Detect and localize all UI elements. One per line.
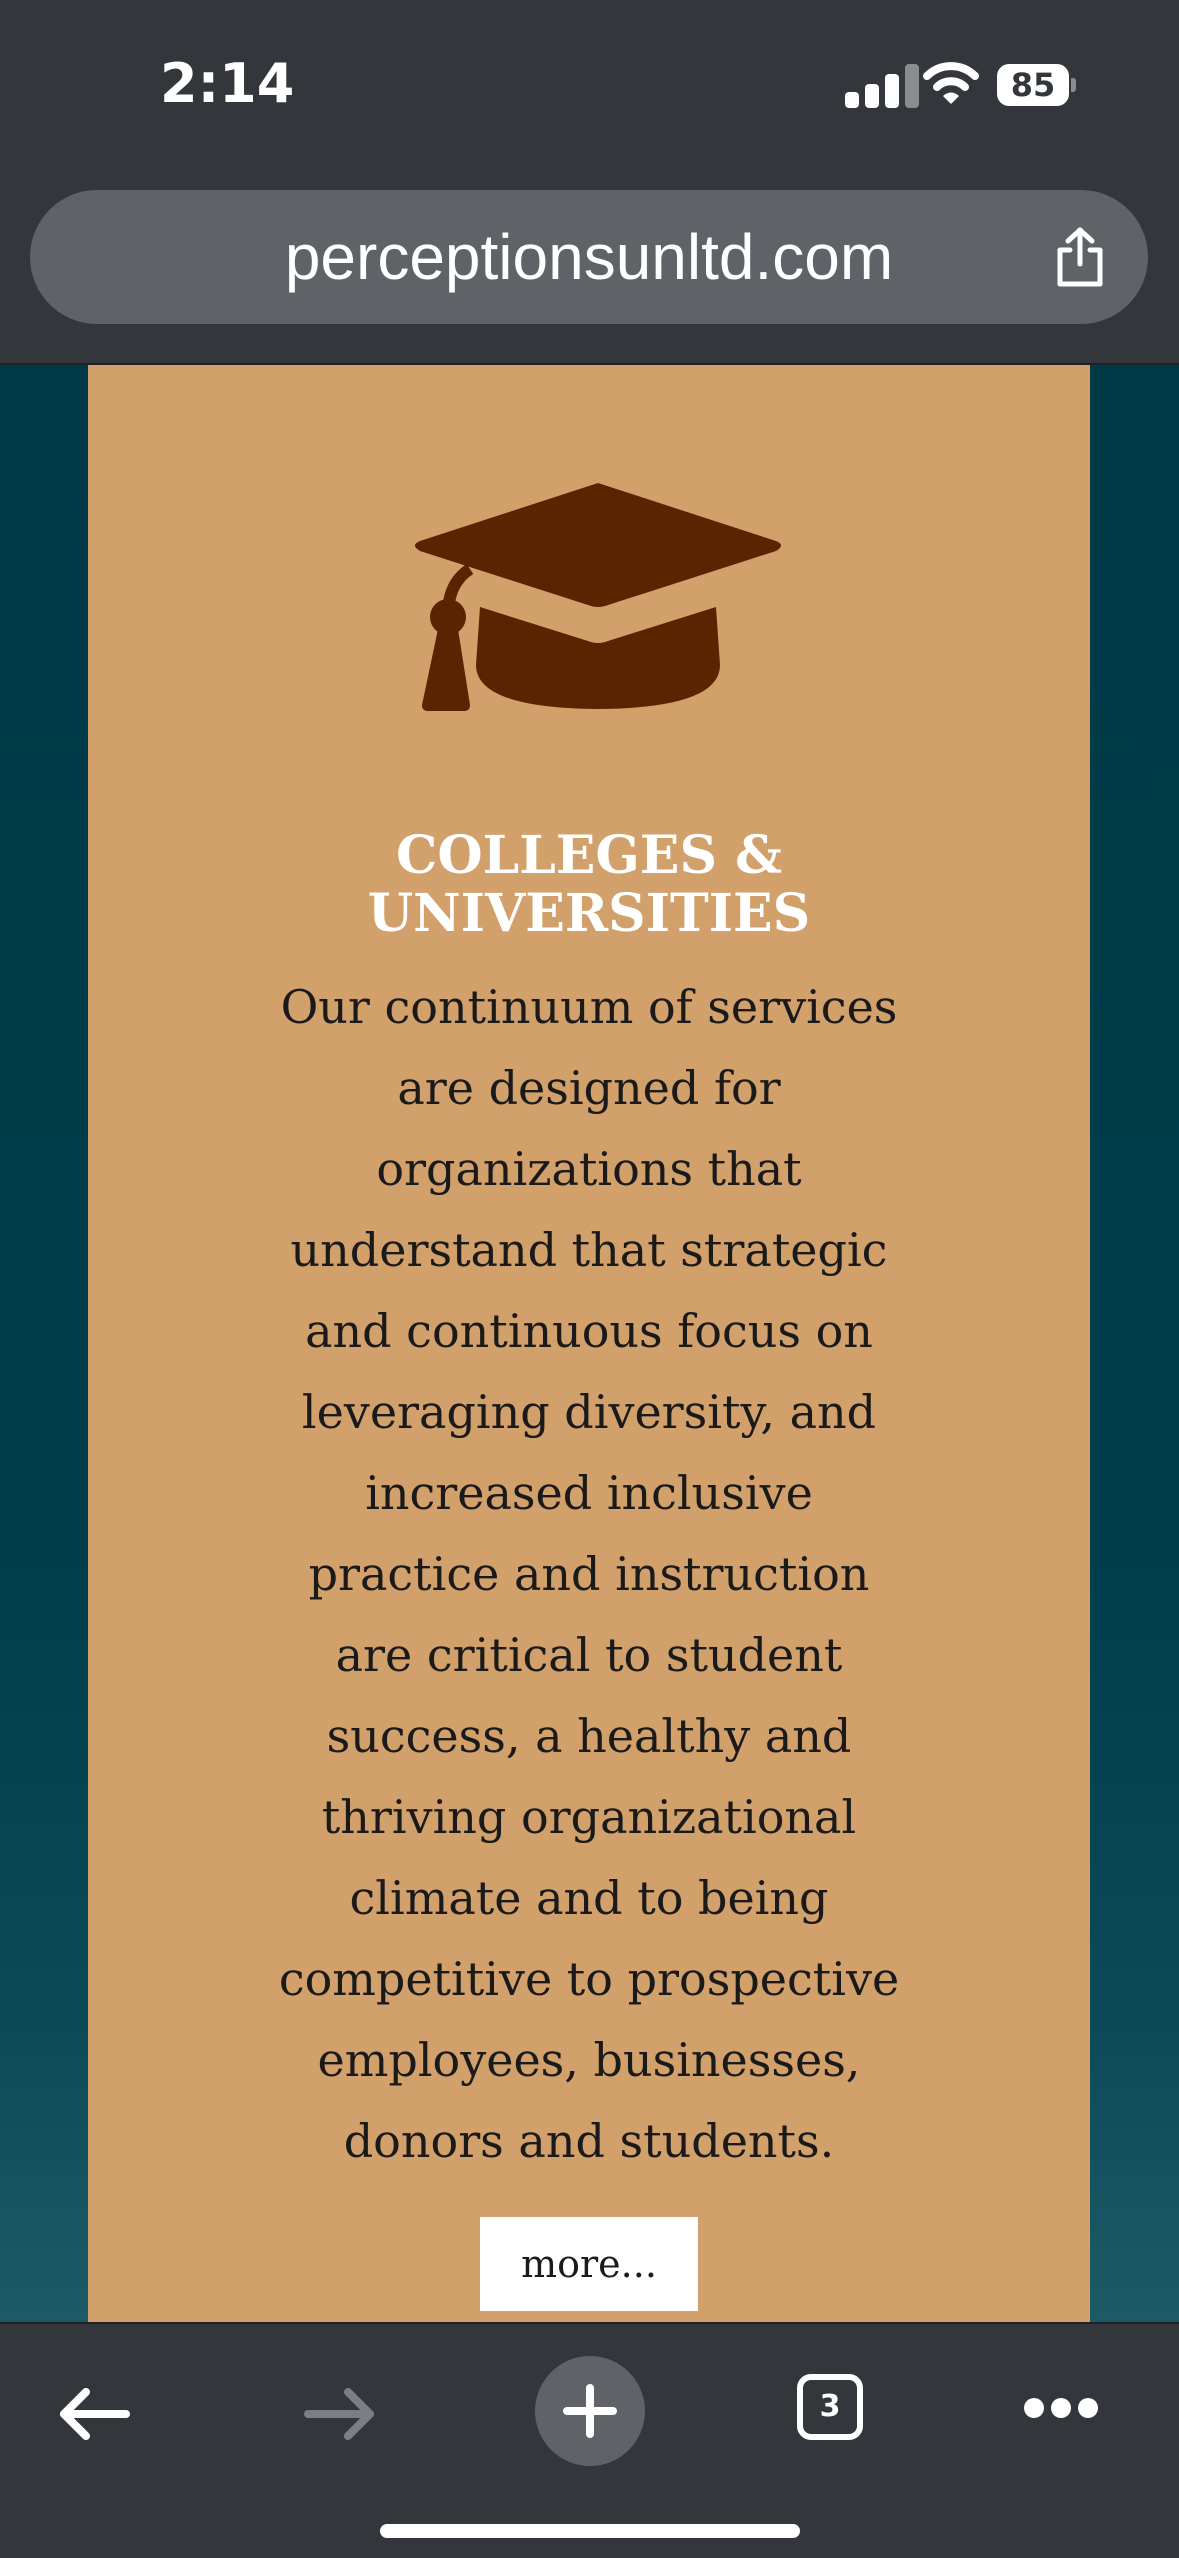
share-icon[interactable] bbox=[1050, 226, 1110, 290]
web-content bbox=[0, 365, 1179, 2322]
back-arrow-icon[interactable] bbox=[56, 2384, 132, 2444]
address-bar[interactable] bbox=[30, 190, 1148, 324]
text-line: practice and instruction bbox=[308, 1547, 870, 1601]
text-line: employees, businesses, bbox=[317, 2033, 861, 2087]
home-indicator bbox=[380, 2524, 800, 2538]
text-line: understand that strategic bbox=[290, 1223, 888, 1277]
service-card bbox=[88, 365, 1090, 2322]
card-title-line1: COLLEGES & bbox=[395, 825, 783, 886]
card-title bbox=[88, 827, 1090, 943]
text-line: organizations that bbox=[376, 1142, 802, 1196]
url-text[interactable]: perceptionsunltd.com bbox=[284, 221, 894, 293]
text-line: and continuous focus on bbox=[305, 1304, 873, 1358]
text-line: success, a healthy and bbox=[326, 1709, 852, 1763]
more-button[interactable]: more... bbox=[480, 2217, 698, 2311]
forward-arrow-icon[interactable] bbox=[302, 2384, 378, 2444]
text-line: leveraging diversity, and bbox=[301, 1385, 877, 1439]
new-tab-button[interactable] bbox=[535, 2356, 645, 2466]
battery-level: 85 bbox=[997, 64, 1069, 106]
text-line: thriving organizational bbox=[321, 1790, 857, 1844]
cellular-signal-icon bbox=[845, 60, 925, 108]
text-line: donors and students. bbox=[343, 2114, 835, 2168]
status-time: 2:14 bbox=[160, 52, 295, 115]
wifi-icon bbox=[923, 58, 979, 108]
graduation-cap-icon bbox=[408, 483, 788, 713]
bottom-toolbar bbox=[0, 2322, 1179, 2558]
text-line: climate and to being bbox=[349, 1871, 829, 1925]
card-title-line2: UNIVERSITIES bbox=[367, 883, 811, 944]
status-bar bbox=[0, 0, 1179, 175]
card-description bbox=[268, 967, 910, 2182]
text-line: are critical to student bbox=[335, 1628, 843, 1682]
text-line: are designed for bbox=[397, 1061, 781, 1115]
text-line: competitive to prospective bbox=[278, 1952, 900, 2006]
text-line: increased inclusive bbox=[365, 1466, 813, 1520]
tab-switcher-button[interactable]: 3 bbox=[797, 2374, 863, 2440]
battery-icon bbox=[997, 64, 1075, 108]
text-line: Our continuum of services bbox=[280, 980, 898, 1034]
more-menu-icon[interactable] bbox=[1024, 2398, 1098, 2418]
